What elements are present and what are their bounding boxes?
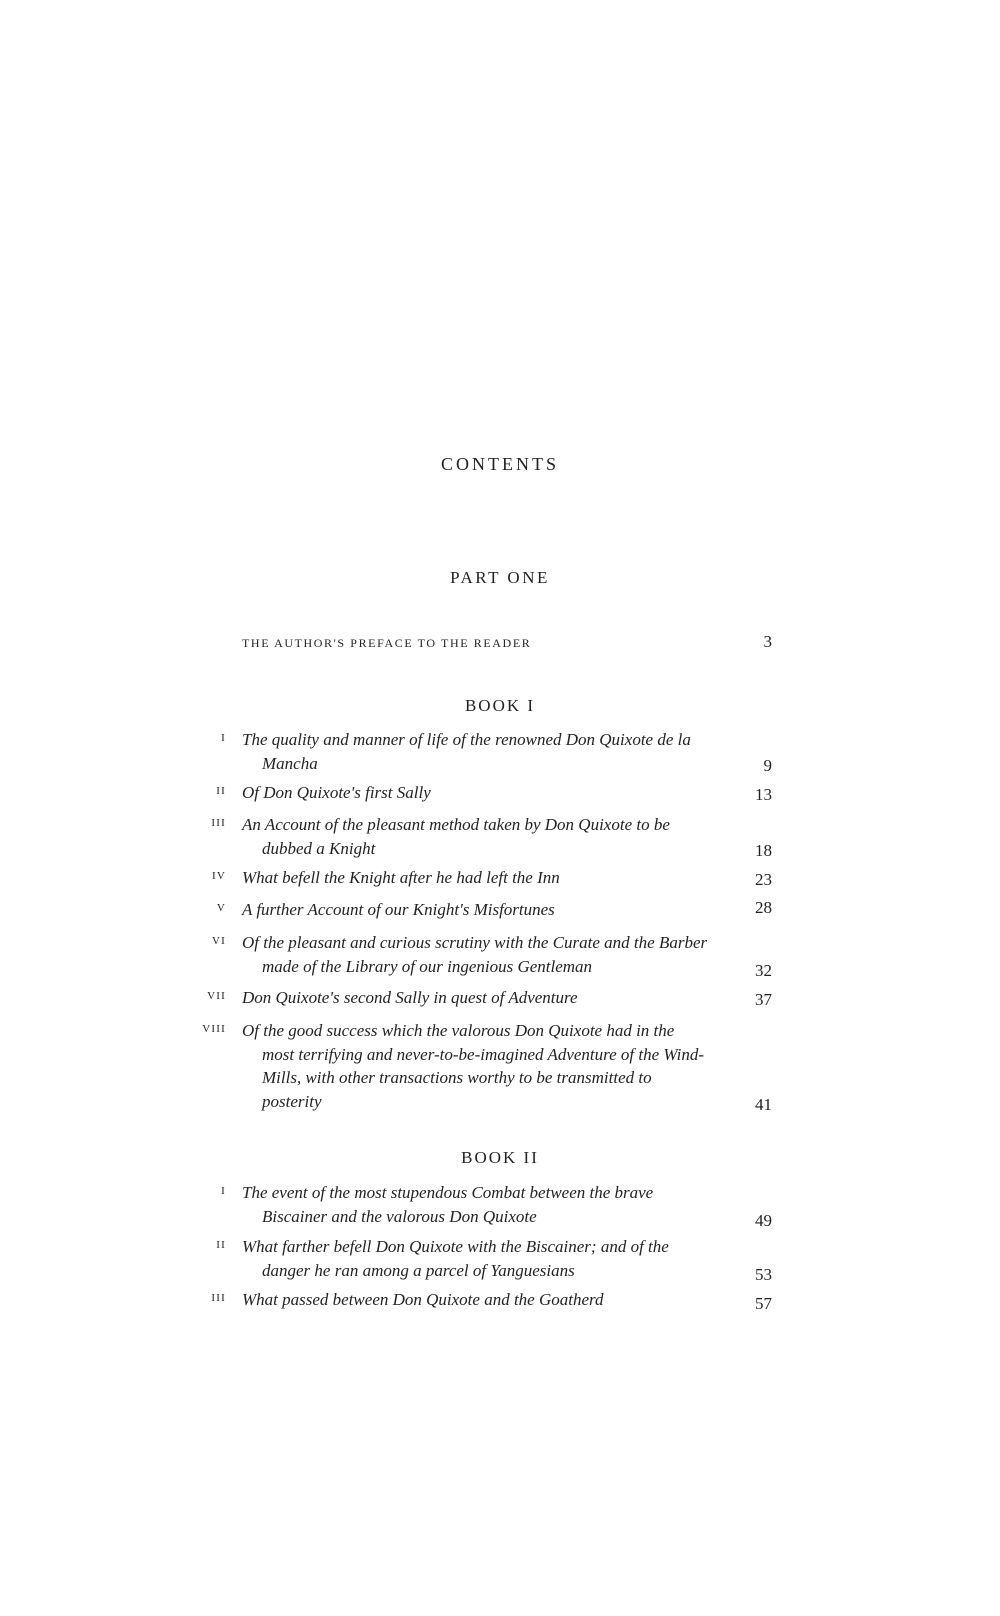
chapter-number: III — [211, 817, 226, 829]
chapter-number: VII — [207, 990, 226, 1002]
chapter-number: IV — [211, 870, 226, 882]
page-number: 9 — [763, 756, 772, 775]
preface-entry[interactable]: THE AUTHOR'S PREFACE TO THE READER — [242, 636, 532, 650]
chapter-title: What befell the Knight after he had left the Inn — [242, 868, 560, 887]
page-number: 37 — [755, 990, 772, 1009]
chapter-number: VI — [211, 935, 226, 947]
page-number: 57 — [755, 1294, 772, 1313]
chapter-title: Don Quixote's second Sally in quest of Adventure — [242, 988, 578, 1007]
page-number: 49 — [755, 1211, 772, 1230]
chapter-number: I — [221, 1185, 226, 1197]
page-number: 18 — [755, 841, 772, 860]
chapter-title: A further Account of our Knight's Misfortunes — [242, 900, 555, 919]
page-number: 41 — [755, 1095, 772, 1114]
chapter-number: VIII — [202, 1023, 226, 1035]
chapter-title: The event of the most stupendous Combat between the brave Biscainer and the valorous Don Quixote — [242, 1183, 654, 1226]
book-2-heading: BOOK II — [461, 1148, 539, 1167]
contents-heading: CONTENTS — [441, 454, 559, 474]
preface-page-number: 3 — [763, 632, 772, 651]
part-heading: PART ONE — [450, 568, 550, 587]
chapter-title: Of Don Quixote's first Sally — [242, 783, 431, 802]
chapter-title: The quality and manner of life of the renowned Don Quixote de la Mancha — [242, 730, 691, 773]
page-number: 53 — [755, 1265, 772, 1284]
chapter-number: III — [211, 1292, 226, 1304]
chapter-title: An Account of the pleasant method taken by Don Quixote to be dubbed a Knight — [242, 815, 670, 858]
chapter-title: Of the good success which the valorous Don Quixote had in the most terrifying and never-to-be-imagined Adventure of the Wind-Mills, with other transactions worthy to be transmitted to posterity — [242, 1021, 705, 1111]
chapter-number: II — [216, 1239, 226, 1251]
chapter-title: What passed between Don Quixote and the Goatherd — [242, 1290, 604, 1309]
page-number: 28 — [755, 898, 772, 917]
page-number: 23 — [755, 870, 772, 889]
chapter-number: I — [221, 732, 226, 744]
chapter-title: What farther befell Don Quixote with the Biscainer; and of the danger he ran among a parcel of Yanguesians — [242, 1237, 669, 1280]
page-number: 32 — [755, 961, 772, 980]
page-number: 13 — [755, 785, 772, 804]
chapter-number: II — [216, 785, 226, 797]
book-1-heading: BOOK I — [464, 696, 536, 715]
chapter-number: V — [216, 902, 226, 914]
chapter-title: Of the pleasant and curious scrutiny with the Curate and the Barber made of the Library of our ingenious Gentleman — [242, 933, 708, 976]
